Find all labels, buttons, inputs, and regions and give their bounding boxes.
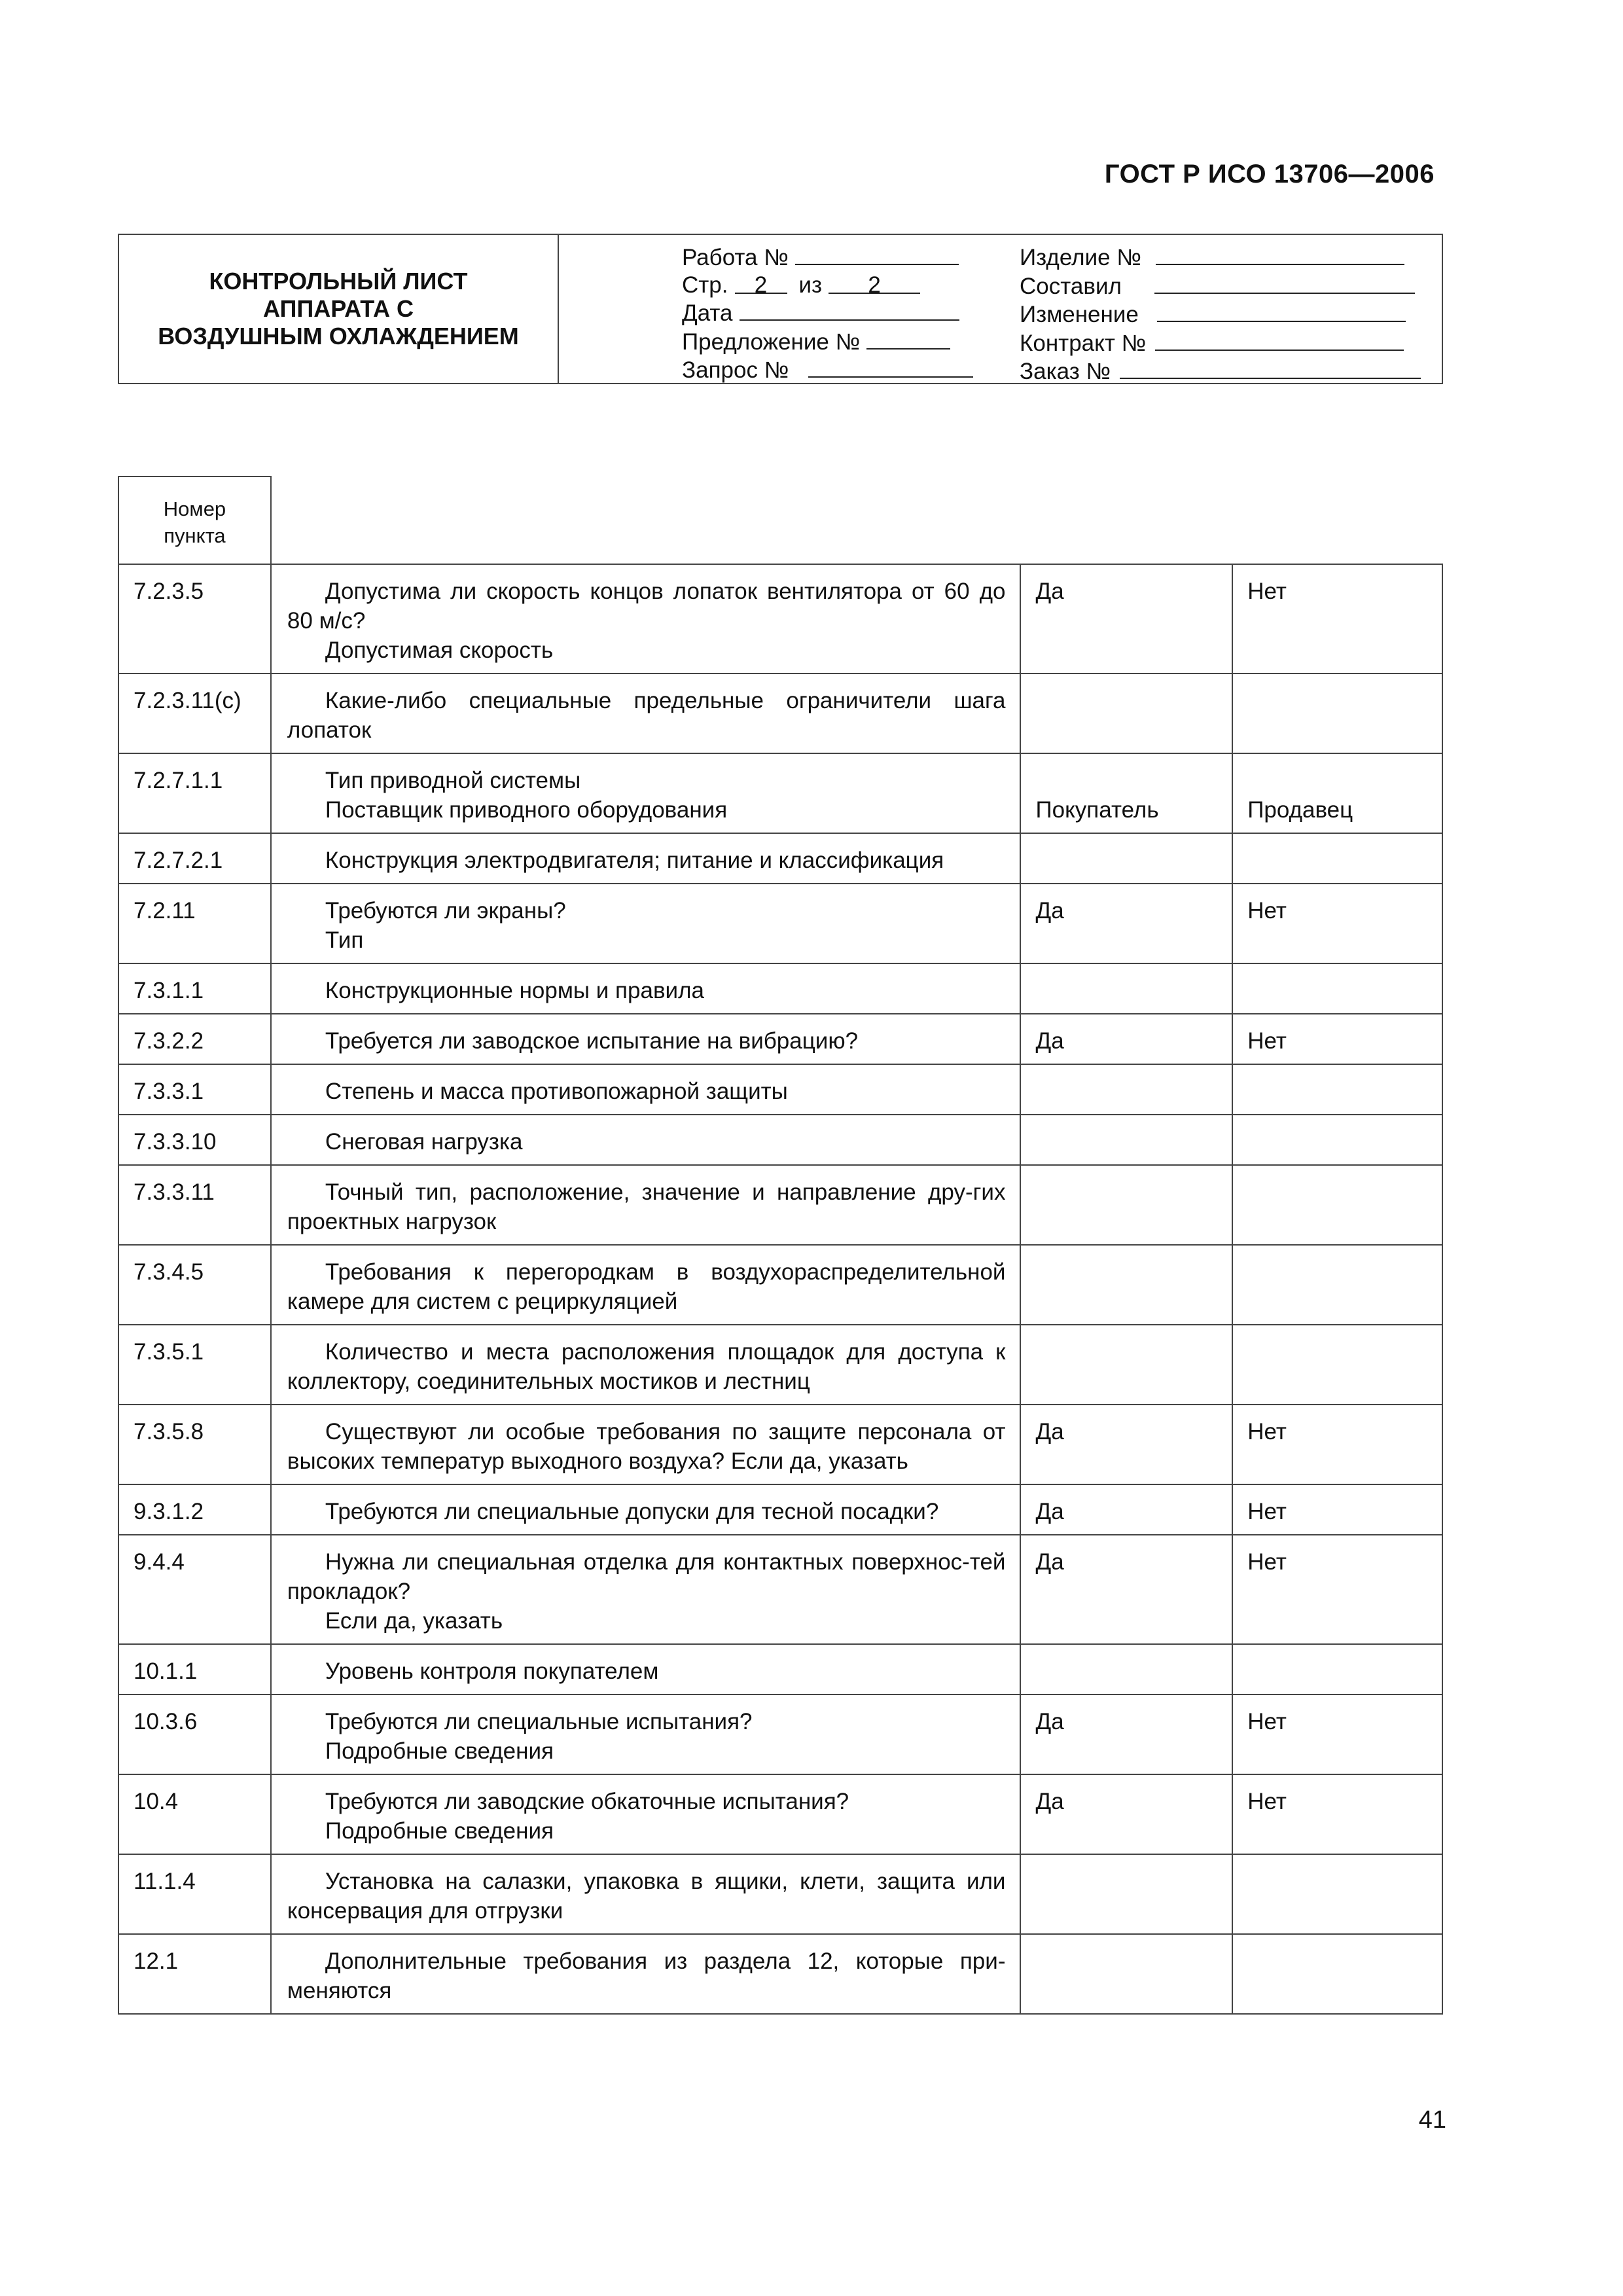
item-number: 7.3.3.10 (118, 1115, 271, 1165)
item-description-line: Подробные сведения (325, 1738, 554, 1764)
item-description (271, 1854, 1021, 1934)
item-description (271, 963, 1021, 1014)
table-row (118, 833, 1442, 884)
answer-yes-cell[interactable]: Да (1020, 1014, 1232, 1064)
field-proposal-label: Предложение № (682, 329, 861, 355)
answer-yes-cell[interactable] (1020, 1115, 1232, 1165)
table-row (118, 1644, 1442, 1695)
table-header-empty (271, 476, 1442, 564)
item-number: 7.3.4.5 (118, 1245, 271, 1325)
field-inquiry-blank[interactable] (808, 355, 973, 378)
checklist-title (158, 268, 519, 350)
field-item-label: Изделие № (1020, 245, 1141, 270)
item-description-line: Требуются ли заводские обкаточные испытания? (325, 1789, 849, 1814)
answer-no-cell[interactable] (1232, 963, 1442, 1014)
item-description (271, 1064, 1021, 1115)
answer-no-cell[interactable] (1232, 1245, 1442, 1325)
table-row (118, 1774, 1442, 1854)
table-row (118, 1695, 1442, 1774)
answer-yes-cell[interactable]: Да (1020, 564, 1232, 673)
table-row (118, 1165, 1442, 1245)
answer-no-cell[interactable]: Нет (1232, 1535, 1442, 1644)
answer-yes-cell[interactable] (1020, 1165, 1232, 1245)
answer-yes-cell[interactable]: Покупатель (1020, 753, 1232, 833)
field-by-label: Составил (1020, 273, 1122, 299)
item-description-line: Установка на салазки, упаковка в ящики, клети, защита или консервация для отгрузки (287, 1869, 1006, 1924)
header-fields-right (1020, 243, 1421, 386)
page-number: 41 (1418, 2106, 1446, 2134)
item-description-line: Конструкция электродвигателя; питание и классификация (325, 848, 944, 873)
item-description (271, 1325, 1021, 1405)
field-job-label: Работа № (682, 245, 789, 270)
item-number: 7.2.7.1.1 (118, 753, 271, 833)
item-number: 7.2.3.5 (118, 564, 271, 673)
field-page-label: Стр. (682, 272, 728, 298)
answer-no-cell[interactable]: Нет (1232, 564, 1442, 673)
item-description (271, 1014, 1021, 1064)
item-description (271, 1695, 1021, 1774)
answer-yes-cell[interactable] (1020, 673, 1232, 753)
checklist-title-cell (119, 235, 559, 383)
table-row (118, 564, 1442, 673)
item-description-line: Требования к перегородкам в воздухораспределительной камере для систем с рециркуляцией (287, 1259, 1006, 1314)
field-page-value[interactable]: 2 (735, 272, 787, 294)
item-description (271, 1484, 1021, 1535)
item-description-line: Уровень контроля покупателем (325, 1659, 659, 1684)
answer-no-cell[interactable] (1232, 1854, 1442, 1934)
answer-no-cell[interactable] (1232, 673, 1442, 753)
checklist-table (118, 476, 1443, 2015)
answer-no-cell[interactable]: Нет (1232, 1014, 1442, 1064)
item-description-line: Снеговая нагрузка (325, 1129, 523, 1155)
item-number: 9.4.4 (118, 1535, 271, 1644)
item-description-line: Требуется ли заводское испытание на вибрацию? (325, 1028, 859, 1054)
answer-yes-cell[interactable]: Да (1020, 1484, 1232, 1535)
table-row (118, 1535, 1442, 1644)
item-description (271, 1535, 1021, 1644)
header-fields-left (682, 243, 973, 384)
table-row (118, 1405, 1442, 1484)
answer-no-cell[interactable] (1232, 1934, 1442, 2014)
item-description-line: Если да, указать (325, 1608, 503, 1634)
answer-no-cell[interactable] (1232, 1165, 1442, 1245)
table-row (118, 673, 1442, 753)
item-description-line: Требуются ли специальные допуски для тесной посадки? (325, 1499, 939, 1524)
table-row (118, 1854, 1442, 1934)
field-inquiry-label: Запрос № (682, 357, 789, 383)
answer-yes-cell[interactable] (1020, 1064, 1232, 1115)
answer-yes-cell[interactable] (1020, 1325, 1232, 1405)
item-description-line: Какие-либо специальные предельные ограничители шага лопаток (287, 688, 1006, 743)
item-description-line: Допустимая скорость (325, 637, 554, 663)
item-number: 7.3.5.1 (118, 1325, 271, 1405)
answer-yes-cell[interactable] (1020, 1934, 1232, 2014)
field-item (1020, 243, 1421, 272)
item-description (271, 833, 1021, 884)
item-description (271, 884, 1021, 963)
table-row (118, 1325, 1442, 1405)
answer-no-cell[interactable]: Нет (1232, 884, 1442, 963)
field-proposal-blank[interactable] (866, 327, 950, 350)
answer-yes-cell[interactable] (1020, 833, 1232, 884)
item-description-line: Поставщик приводного оборудования (325, 797, 728, 823)
table-row (118, 753, 1442, 833)
answer-no-cell[interactable]: Нет (1232, 1405, 1442, 1484)
item-number: 10.4 (118, 1774, 271, 1854)
field-proposal (682, 327, 973, 356)
answer-no-cell[interactable]: Нет (1232, 1774, 1442, 1854)
field-of-value[interactable]: 2 (829, 272, 920, 294)
item-description-line: Тип приводной системы (325, 768, 581, 793)
answer-yes-cell[interactable] (1020, 1854, 1232, 1934)
field-order-blank[interactable] (1120, 357, 1421, 379)
item-number: 7.2.3.11(с) (118, 673, 271, 753)
item-description-line: Тип (325, 927, 364, 953)
field-date (682, 298, 973, 327)
answer-yes-cell[interactable]: Да (1020, 1405, 1232, 1484)
answer-yes-cell[interactable] (1020, 1245, 1232, 1325)
field-item-blank[interactable] (1156, 243, 1404, 265)
table-row (118, 963, 1442, 1014)
title-line-3: ВОЗДУШНЫМ ОХЛАЖДЕНИЕМ (158, 323, 519, 350)
item-number: 10.1.1 (118, 1644, 271, 1695)
table-row (118, 1115, 1442, 1165)
item-description-line: Точный тип, расположение, значение и направление дру-гих проектных нагрузок (287, 1179, 1006, 1234)
item-description-line: Подробные сведения (325, 1818, 554, 1844)
item-description-line: Требуются ли экраны? (325, 898, 566, 924)
item-number: 7.2.7.2.1 (118, 833, 271, 884)
checklist-header (118, 234, 1443, 384)
field-job-blank[interactable] (795, 243, 959, 265)
field-inquiry (682, 355, 973, 384)
table-row (118, 1245, 1442, 1325)
item-description-line: Нужна ли специальная отделка для контактных поверхнос-тей прокладок? (287, 1549, 1006, 1604)
item-number: 10.3.6 (118, 1695, 271, 1774)
item-description (271, 1245, 1021, 1325)
item-description (271, 753, 1021, 833)
item-number: 7.3.3.11 (118, 1165, 271, 1245)
item-number: 7.3.5.8 (118, 1405, 271, 1484)
item-description-line: Конструкционные нормы и правила (325, 978, 704, 1003)
item-number: 7.3.2.2 (118, 1014, 271, 1064)
answer-yes-cell[interactable] (1020, 1644, 1232, 1695)
item-description (271, 1774, 1021, 1854)
item-number: 11.1.4 (118, 1854, 271, 1934)
field-order (1020, 357, 1421, 386)
field-contract (1020, 329, 1421, 357)
field-revision-blank[interactable] (1157, 300, 1406, 322)
table-row (118, 1014, 1442, 1064)
field-order-label: Заказ № (1020, 359, 1111, 384)
answer-no-cell[interactable] (1232, 1064, 1442, 1115)
field-page (682, 272, 973, 299)
item-description (271, 1644, 1021, 1695)
item-description-line: Допустима ли скорость концов лопаток вентилятора от 60 до 80 м/с? (287, 579, 1006, 634)
item-number: 7.3.3.1 (118, 1064, 271, 1115)
field-contract-label: Контракт № (1020, 330, 1147, 356)
column-header-line-1: Номер (163, 497, 226, 520)
answer-yes-cell[interactable]: Да (1020, 1535, 1232, 1644)
answer-yes-cell[interactable] (1020, 963, 1232, 1014)
column-header-item-number (118, 476, 271, 564)
item-number: 12.1 (118, 1934, 271, 2014)
field-date-blank[interactable] (740, 298, 959, 321)
field-contract-blank[interactable] (1155, 329, 1404, 351)
field-by-blank[interactable] (1154, 272, 1415, 294)
answer-yes-cell[interactable]: Да (1020, 884, 1232, 963)
answer-no-cell[interactable] (1232, 1325, 1442, 1405)
item-description (271, 1405, 1021, 1484)
answer-no-cell[interactable] (1232, 833, 1442, 884)
item-description (271, 1934, 1021, 2014)
item-description (271, 673, 1021, 753)
item-description (271, 564, 1021, 673)
item-number: 7.2.11 (118, 884, 271, 963)
table-row (118, 1934, 1442, 2014)
answer-no-cell[interactable]: Нет (1232, 1484, 1442, 1535)
item-description-line: Существуют ли особые требования по защите персонала от высоких температур выходного воздуха? Если да, указать (287, 1419, 1006, 1474)
column-header-line-2: пункта (164, 524, 226, 547)
answer-no-cell[interactable]: Продавец (1232, 753, 1442, 833)
answer-no-cell[interactable] (1232, 1644, 1442, 1695)
item-description-line: Требуются ли специальные испытания? (325, 1709, 753, 1734)
title-line-2: АППАРАТА С (262, 295, 414, 322)
standard-code: ГОСТ Р ИСО 13706—2006 (1104, 160, 1435, 188)
table-header-row (118, 476, 1442, 564)
field-by (1020, 272, 1421, 300)
item-number: 7.3.1.1 (118, 963, 271, 1014)
item-number: 9.3.1.2 (118, 1484, 271, 1535)
item-description-line: Дополнительные требования из раздела 12, которые при-меняются (287, 1948, 1006, 2003)
table-row (118, 1064, 1442, 1115)
answer-no-cell[interactable] (1232, 1115, 1442, 1165)
field-revision (1020, 300, 1421, 329)
title-line-1: КОНТРОЛЬНЫЙ ЛИСТ (209, 268, 468, 295)
answer-yes-cell[interactable]: Да (1020, 1774, 1232, 1854)
table-row (118, 1484, 1442, 1535)
answer-no-cell[interactable]: Нет (1232, 1695, 1442, 1774)
item-description-line: Степень и масса противопожарной защиты (325, 1079, 788, 1104)
field-job (682, 243, 973, 272)
item-description-line: Количество и места расположения площадок для доступа к коллектору, соединительных мостиков и лестниц (287, 1339, 1006, 1394)
answer-yes-cell[interactable]: Да (1020, 1695, 1232, 1774)
field-of-label: из (798, 272, 823, 298)
item-description (271, 1165, 1021, 1245)
field-date-label: Дата (682, 300, 733, 326)
table-row (118, 884, 1442, 963)
field-revision-label: Изменение (1020, 302, 1139, 327)
item-description (271, 1115, 1021, 1165)
